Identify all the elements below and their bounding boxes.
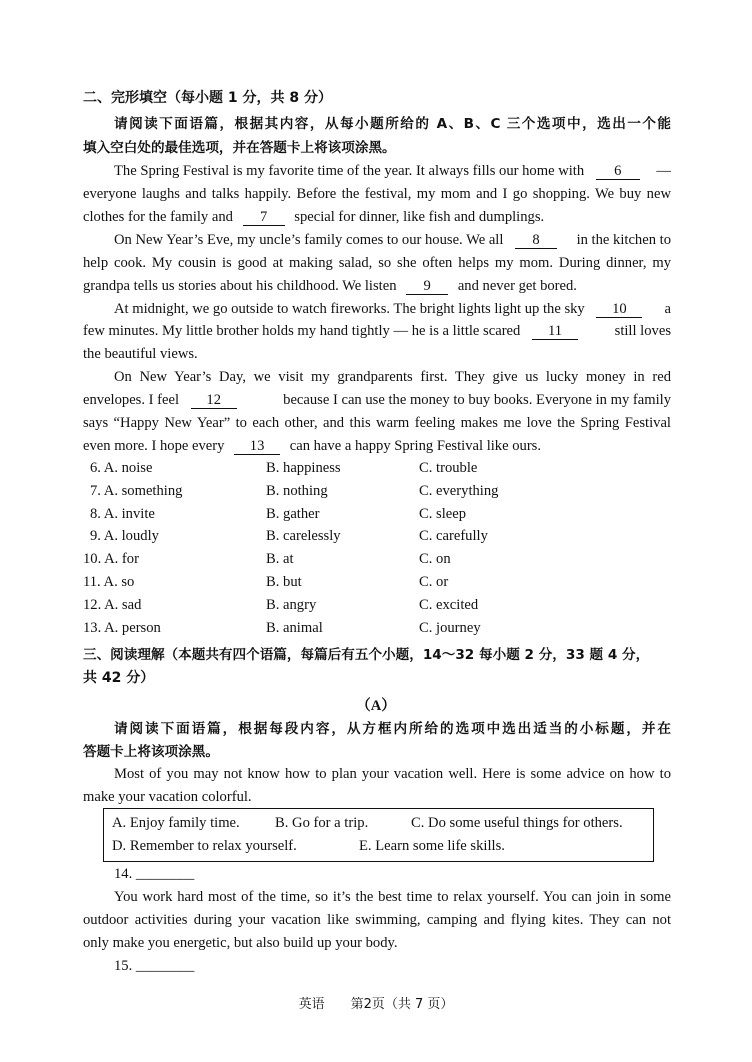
option-b: B. carelessly	[266, 528, 341, 544]
cloze-p4-line-1: On New Year’s Day, we visit my grandparents first. They give us lucky money in red	[114, 369, 671, 385]
box-option-e: E. Learn some life skills.	[359, 838, 505, 854]
text: even more. I hope every	[83, 438, 225, 454]
option-a: 12. A. sad	[83, 597, 142, 613]
box-option-c: C. Do some useful things for others.	[411, 815, 623, 831]
text: clothes for the family and	[83, 209, 233, 225]
option-a: 10. A. for	[83, 551, 139, 567]
page-footer: 英语 第2页（共 7 页）	[298, 997, 454, 1012]
cloze-p2-line-2: help cook. My cousin is good at making salad, so she often helps my mom. During dinner, my	[83, 255, 671, 271]
option-a: 9. A. loudly	[90, 528, 159, 544]
option-a: 11. A. so	[83, 574, 135, 590]
option-b: B. gather	[266, 506, 320, 522]
cloze-p1-line-3	[83, 207, 671, 227]
option-b: B. but	[266, 574, 302, 590]
option-c: C. sleep	[419, 506, 467, 522]
passage-label: （A）	[356, 698, 396, 714]
option-b: B. animal	[266, 620, 323, 636]
option-c: C. carefully	[419, 528, 488, 544]
para-14-line-3: only make you energetic, but also build up your body.	[83, 935, 398, 951]
text: because I can use the money to buy books. Everyone in my family	[283, 392, 671, 408]
text: special for dinner, like fish and dumplings.	[294, 209, 545, 225]
box-option-a: A. Enjoy family time.	[112, 815, 240, 831]
option-a: 7. A. something	[90, 483, 183, 499]
intro-line-2: make your vacation colorful.	[83, 789, 252, 805]
heading-options-box	[103, 808, 654, 862]
blank-13: 13	[234, 438, 280, 455]
cloze-p1-line-1	[114, 161, 671, 181]
text: and never get bored.	[457, 278, 577, 294]
option-a: 8. A. invite	[90, 506, 155, 522]
text: a	[664, 301, 671, 317]
blank-11: 11	[532, 323, 578, 340]
cloze-p4-line-2	[83, 390, 671, 410]
blank-8: 8	[515, 232, 557, 249]
cloze-p4-line-4	[83, 436, 671, 456]
option-b: B. happiness	[266, 460, 341, 476]
section-3-title-line-2: 共 42 分）	[83, 670, 155, 686]
cloze-p4-line-3: says “Happy New Year” to each other, and this warm feeling makes me love the Spring Festival	[83, 415, 671, 431]
box-option-d: D. Remember to relax yourself.	[112, 838, 297, 854]
section-2-instruction-line-1: 请阅读下面语篇，根据其内容，从每小题所给的 A、B、C 三个选项中，选出一个能	[114, 116, 671, 132]
para-14-line-2: outdoor activities during your vacation like swimming, camping and flying kites. They can not	[83, 912, 671, 928]
question-15: 15. ________	[114, 958, 195, 974]
cloze-p3-line-3: the beautiful views.	[83, 346, 198, 362]
cloze-p3-line-1	[114, 299, 671, 319]
cloze-p3-line-2	[83, 321, 671, 341]
text: can have a happy Spring Festival like ours.	[289, 438, 542, 454]
blank-10: 10	[596, 301, 642, 318]
option-b: B. nothing	[266, 483, 328, 499]
cloze-p2-line-3	[83, 276, 671, 296]
option-c: C. everything	[419, 483, 499, 499]
option-c: C. trouble	[419, 460, 478, 476]
text: envelopes. I feel	[83, 392, 180, 408]
text: On New Year’s Eve, my uncle’s family comes to our house. We all	[114, 232, 504, 248]
option-a: 13. A. person	[83, 620, 161, 636]
option-c: C. excited	[419, 597, 479, 613]
option-b: B. at	[266, 551, 294, 567]
text: few minutes. My little brother holds my hand tightly — he is a little scared	[83, 323, 521, 339]
text: grandpa tells us stories about his childhood. We listen	[83, 278, 397, 294]
section-3-title-line-1: 三、阅读理解（本题共有四个语篇，每篇后有五个小题，14～32 每小题 2 分，33 题 4 分，	[83, 647, 650, 663]
cloze-p2-line-1	[114, 230, 671, 250]
section-2-instruction-line-2: 填入空白处的最佳选项，并在答题卡上将该项涂黑。	[83, 140, 396, 156]
blank-9: 9	[406, 278, 448, 295]
para-14-line-1: You work hard most of the time, so it’s the best time to relax yourself. You can join in some	[114, 889, 671, 905]
box-option-b: B. Go for a trip.	[275, 815, 369, 831]
text: At midnight, we go outside to watch fireworks. The bright lights light up the sky	[114, 301, 585, 317]
option-a: 6. A. noise	[90, 460, 153, 476]
section-3-instruction-line-2: 答题卡上将该项涂黑。	[83, 744, 219, 760]
section-2-title: 二、完形填空（每小题 1 分，共 8 分）	[83, 90, 332, 106]
option-c: C. on	[419, 551, 451, 567]
cloze-p1-line-2: everyone laughs and talks happily. Before the festival, my mom and I go shopping. We buy new	[83, 186, 671, 202]
blank-12: 12	[191, 392, 237, 409]
text: —	[656, 163, 671, 179]
blank-6: 6	[596, 163, 640, 180]
option-c: C. journey	[419, 620, 481, 636]
intro-line-1: Most of you may not know how to plan your vacation well. Here is some advice on how to	[114, 766, 671, 782]
text: The Spring Festival is my favorite time of the year. It always fills our home with	[114, 163, 585, 179]
option-b: B. angry	[266, 597, 317, 613]
text: still loves	[614, 323, 671, 339]
blank-7: 7	[243, 209, 285, 226]
question-14: 14. ________	[114, 866, 195, 882]
text: in the kitchen to	[576, 232, 671, 248]
section-3-instruction-line-1: 请阅读下面语篇，根据每段内容，从方框内所给的选项中选出适当的小标题，并在	[114, 721, 671, 737]
option-c: C. or	[419, 574, 449, 590]
